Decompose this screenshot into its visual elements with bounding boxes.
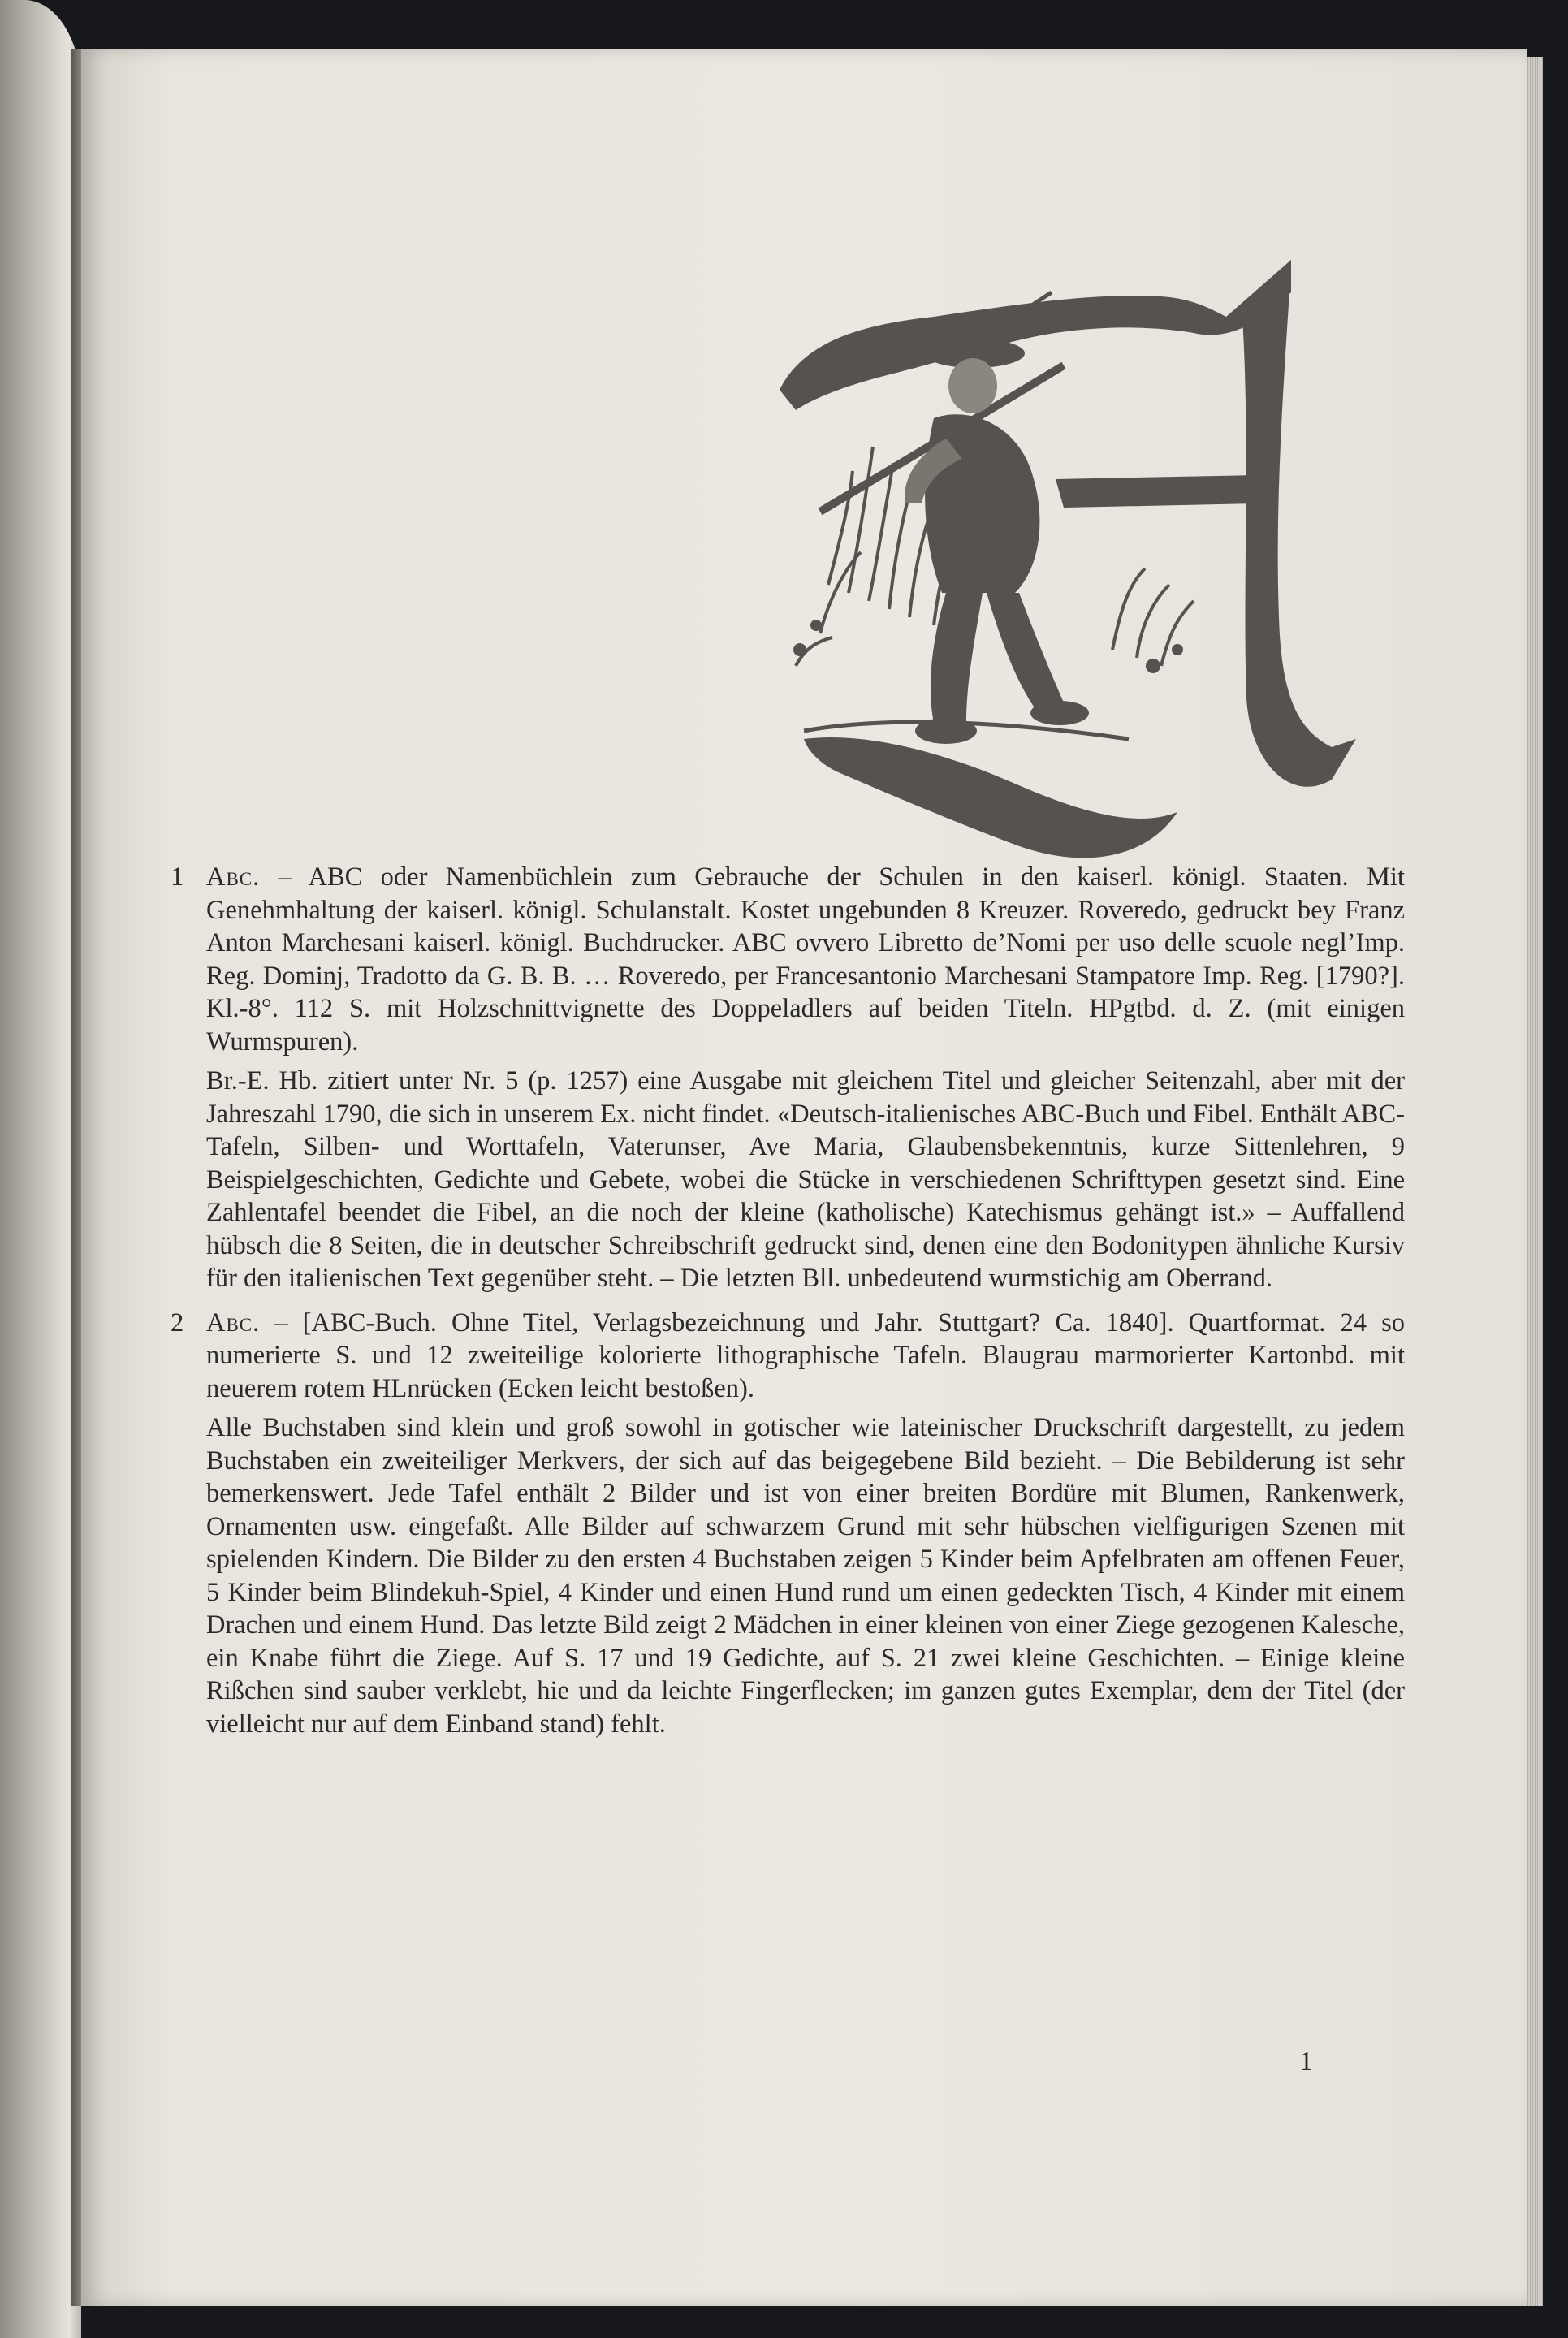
entry-description-text: – ABC oder Namenbüchlein zum Gebrauche der Schulen in den kaiserl. königl. Staaten. Mit Genehmhaltung der kaiserl. königl. Schulanstalt. Kostet ungebunden 8 Kreuzer. Roveredo, gedruckt bey Franz Anton Marchesani kaiserl. königl. Buchdrucker. ABC ovvero Libretto de’Nomi per uso delle scuole negl’Imp. Reg. Dominj, Tradotto da G. B. B. … Roveredo, per Francesantonio Marchesani Stampatore Imp. Reg. [1790?]. Kl.-8°. 112 S. mit Holzschnittvignette des Doppeladlers auf beiden Titeln. HPgtbd. d. Z. (mit einigen Wurmspuren). — [206, 862, 1405, 1057]
entry-number: 1 — [171, 862, 184, 892]
page-number: 1 — [1299, 2046, 1313, 2077]
entry-heading: Abc. — [206, 1307, 261, 1338]
entry-number: 2 — [171, 1307, 184, 1338]
catalogue-entry — [171, 1307, 1405, 1741]
catalogue-entry — [171, 861, 1405, 1295]
entry-note: Br.-E. Hb. zitiert unter Nr. 5 (p. 1257) eine Ausgabe mit gleichem Titel und gleicher Seitenzahl, aber mit der Jahreszahl 1790, die sich in unserem Ex. nicht findet. «Deutsch-italienisches ABC-Buch und Fibel. Enthält ABC-Tafeln, Silben- und Worttafeln, Vaterunser, Ave Maria, Glaubensbekenntnis, kurze Sittenlehren, 9 Beispielgeschichten, Gedichte und Gebete, wobei die Stücke in verschiedenen Schrifttypen gesetzt sind. Eine Zahlentafel beendet die Fibel, an die noch der kleine (katholische) Katechismus gehängt ist.» – Auffallend hübsch die 8 Seiten, die in deutscher Schreibschrift gedruckt sind, denen eine den Bodonitypen ähnliche Kursiv für den italienischen Text gegenüber steht. – Die letzten Bll. unbedeutend wurmstichig am Oberrand. — [206, 1066, 1405, 1293]
entry-note: Alle Buchstaben sind klein und groß sowohl in gotischer wie lateinischer Druckschrift dargestellt, zu jedem Buchstaben ein zweiteiliger Merkvers, der sich auf das beigegebene Bild bezieht. – Die Bebilderung ist sehr bemerkenswert. Jede Tafel enthält 2 Bilder und ist von einer breiten Bordüre mit Blumen, Rankenwerk, Ornamenten usw. eingefaßt. Alle Bilder auf schwarzem Grund mit sehr hübschen vielfigurigen Szenen mit spielenden Kindern. Die Bilder zu den ersten 4 Buchstaben zeigen 5 Kinder beim Apfelbraten am offenen Feuer, 5 Kinder beim Blindekuh-Spiel, 4 Kinder und einen Hund rund um einen gedeckten Tisch, 4 Kinder mit einem Drachen und einem Hund. Das letzte Bild zeigt 2 Mädchen in einer kleinen von einer Ziege gezogenen Kalesche, ein Knabe führt die Ziege. Auf S. 17 und 19 Gedichte, auf S. 21 zwei kleine Geschichten. – Einige kleine Rißchen sind sauber verklebt, hie und da leichte Fingerflecken; im ganzen gutes Exemplar, dem der Titel (der vielleicht nur auf dem Einband stand) fehlt. — [206, 1413, 1405, 1739]
facing-page-edge — [0, 0, 81, 2338]
entry-heading: Abc. — [206, 862, 261, 892]
entry-description — [206, 861, 1405, 1058]
entry-description-text: – [ABC-Buch. Ohne Titel, Verlagsbezeichnung und Jahr. Stuttgart? Ca. 1840]. Quartformat. 24 so numerierte S. und 12 zweiteilige kolorierte lithographische Tafeln. Blaugrau marmorierter Kartonbd. mit neuerem rotem HLnrücken (Ecken leicht bestoßen). — [206, 1307, 1405, 1403]
entry-description — [206, 1307, 1405, 1406]
book-page — [81, 49, 1527, 2306]
catalogue-entries — [171, 861, 1405, 1752]
decorative-initial-a-with-farmer-icon — [771, 244, 1421, 877]
